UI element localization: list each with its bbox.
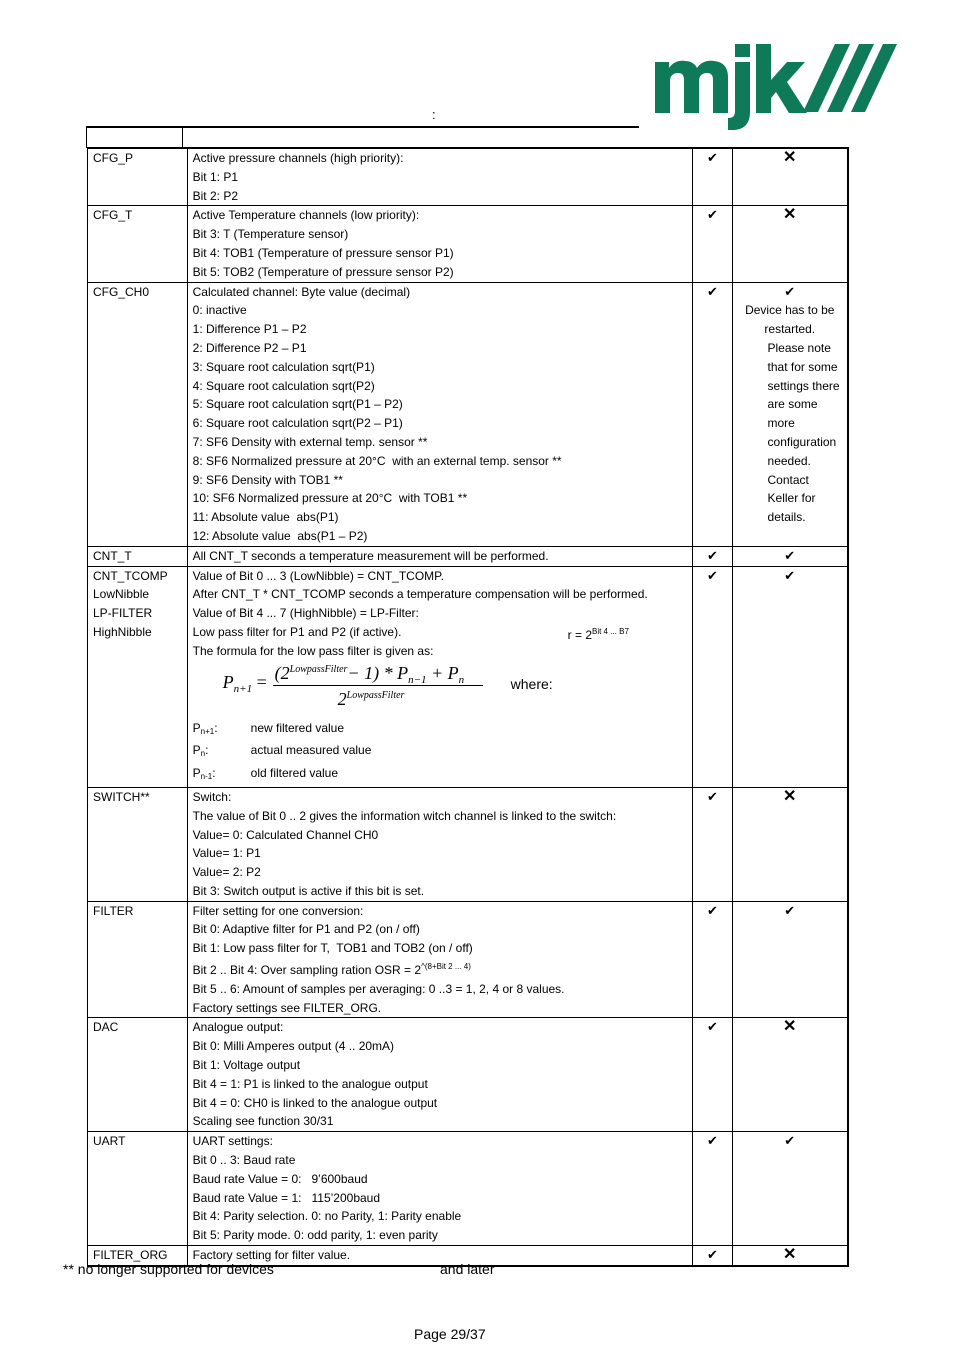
write-note-line: configuration [767,434,837,449]
table-row [88,206,849,282]
formula-lhs [223,673,252,699]
desc-line: 4: Square root calculation sqrt(P2) [192,378,375,393]
write-cell [732,1246,848,1266]
def-sub: n+1 [200,726,215,736]
check-icon: ✔ [707,283,718,299]
desc-line: 7: SF6 Density with external temp. sensor ** [192,434,428,449]
desc-line: The value of Bit 0 .. 2 gives the information witch channel is linked to the switch: [192,808,617,823]
def-key [193,741,251,764]
formula-part: 2 [337,688,347,709]
footnote-later: and later [440,1261,495,1277]
register-name-cell [88,901,188,1018]
write-cell [732,282,848,546]
desc-line: Active Temperature channels (low priority): [192,208,420,223]
cross-icon: ✕ [783,149,797,166]
lp-filter-line [193,623,693,642]
def-colon: : [212,766,216,781]
check-icon: ✔ [707,547,718,563]
formula-p: P [222,671,234,692]
register-desc-cell [187,148,693,206]
osr-line [193,958,693,980]
register-name: CNT_T [93,548,132,563]
read-cell [693,1132,732,1246]
def-sub: n [200,749,206,759]
table-row [88,148,849,206]
desc-line: Bit 4 = 1: P1 is linked to the analogue output [192,1076,428,1091]
def-key [193,719,251,742]
register-name: UART [93,1134,126,1149]
desc-line: Bit 0 .. 3: Baud rate [192,1153,296,1168]
write-cell [732,787,848,901]
register-name: CNT_TCOMP [93,568,168,583]
write-note-line: more [767,416,795,431]
register-name: LowNibble [93,587,150,602]
header-stub-mid [182,127,183,148]
header-colon: : [432,107,436,122]
formula-denominator [338,687,405,709]
desc-line: Value= 2: P2 [192,865,261,880]
def-value: actual measured value [250,743,372,758]
def-p: P [192,766,201,781]
formula-part: (2 [274,662,290,683]
check-icon: ✔ [707,788,718,804]
formula-part: LowpassFilter [346,689,405,701]
desc-line: Value of Bit 4 ... 7 (HighNibble) = LP-Filter: [192,606,419,621]
desc-line: Bit 0: Milli Amperes output (4 .. 20mA) [192,1039,395,1054]
def-sub: n-1 [200,772,213,782]
check-icon: ✔ [784,902,796,918]
register-name-cell [88,1132,188,1246]
desc-line: 6: Square root calculation sqrt(P2 – P1) [192,416,403,431]
read-cell [693,282,732,546]
cross-icon: ✕ [783,1246,797,1264]
formula-intro: The formula for the low pass filter is given as: [192,643,434,658]
header-rule [86,126,639,128]
write-cell [732,566,848,787]
register-desc-cell [187,1018,693,1132]
register-name: LP-FILTER [93,606,153,621]
desc-line: Baud rate Value = 1: 115’200baud [192,1190,381,1205]
page-number: Page 29/37 [414,1326,486,1342]
r-exponent: Bit 4 ... B7 [592,626,629,636]
read-cell [693,1246,732,1266]
register-name: CFG_P [93,151,134,165]
write-note-line: needed. [767,453,811,468]
desc-line: Bit 1: P1 [192,169,238,184]
desc-line: Bit 4: Parity selection. 0: no Parity, 1: Parity enable [192,1209,462,1224]
desc-line: Bit 4: TOB1 (Temperature of pressure sensor P1) [192,245,454,260]
footnote [63,1261,495,1277]
def-p: P [192,720,201,735]
check-icon: ✔ [707,207,718,223]
def-value: new filtered value [250,720,345,735]
write-note-line: Device has to be [745,303,835,318]
write-note-line: settings there [767,378,840,393]
desc-line: 8: SF6 Normalized pressure at 20°C with an external temp. sensor ** [192,453,562,468]
read-cell [693,901,732,1018]
desc-line: Active pressure channels (high priority): [192,151,404,165]
desc-line: 10: SF6 Normalized pressure at 20°C with TOB1 ** [192,491,468,506]
register-name-cell [88,148,188,206]
write-note-line: Keller for [767,491,816,506]
desc-line: Value of Bit 0 ... 3 (LowNibble) = CNT_TCOMP. [192,568,444,583]
register-desc-cell [187,1132,693,1246]
def-p: P [192,743,201,758]
desc-line: Bit 2: P2 [192,188,238,203]
logo-text: mjk [655,40,657,41]
desc-line: 9: SF6 Density with TOB1 ** [192,472,343,487]
write-note-line: are some [767,397,818,412]
check-icon: ✔ [784,283,796,299]
desc-line: Bit 5: TOB2 (Temperature of pressure sensor P2) [192,264,454,279]
table-row [88,1132,849,1246]
formula-part: + P [426,662,459,683]
def-colon: : [205,743,209,758]
register-name: CFG_CH0 [93,284,150,299]
register-name: FILTER [93,903,134,918]
formula-where: where: [510,675,553,692]
desc-line: All CNT_T seconds a temperature measurement will be performed. [192,548,549,563]
register-name-cell [88,282,188,546]
register-desc-cell [187,546,693,566]
write-note-line: Contact [767,472,809,487]
table-row [88,282,849,546]
desc-line: Factory setting for filter value. [192,1248,351,1263]
check-icon: ✔ [707,1247,718,1263]
register-desc-cell [187,566,693,787]
formula-part: LowpassFilter [289,663,348,675]
read-cell [693,787,732,901]
register-name: SWITCH** [93,789,150,804]
check-icon: ✔ [707,150,718,165]
desc-line: After CNT_T * CNT_TCOMP seconds a temperature compensation will be performed. [192,587,648,602]
def-colon: : [214,720,218,735]
write-cell [732,546,848,566]
read-cell [693,1018,732,1132]
write-note-line: Please note [767,340,831,355]
formula-p-sub: n+1 [233,682,253,695]
formula-part: n−1 [408,673,427,686]
register-table [87,147,849,1267]
desc-line: 5: Square root calculation sqrt(P1 – P2) [192,397,403,412]
read-cell [693,206,732,282]
write-note-line: that for some [767,359,838,374]
check-icon: ✔ [784,1133,796,1149]
register-desc-cell [187,206,693,282]
desc-line: 1: Difference P1 – P2 [192,322,307,337]
write-cell [732,1018,848,1132]
check-icon: ✔ [707,1019,718,1035]
desc-line: Calculated channel: Byte value (decimal) [192,284,411,299]
write-note-line: restarted. [764,322,816,337]
desc-line: Bit 5 .. 6: Amount of samples per averaging: 0 ..3 = 1, 2, 4 or 8 values. [192,981,565,996]
desc-line: Scaling see function 30/31 [192,1114,334,1129]
read-cell [693,148,732,206]
fraction-bar [273,685,483,686]
register-desc-cell [187,901,693,1018]
register-name-cell [88,1018,188,1132]
desc-line: 12: Absolute value abs(P1 – P2) [192,528,368,543]
desc-line: Bit 1: Voltage output [192,1058,301,1073]
table-row [88,787,849,901]
r-value [568,623,629,645]
register-name: HighNibble [93,624,152,639]
formula-definition [193,764,693,787]
formula-definition [193,719,693,742]
check-icon: ✔ [707,567,718,583]
lp-desc: Low pass filter for P1 and P2 (if active). [192,624,402,639]
cross-icon: ✕ [783,206,797,224]
desc-line: Bit 3: T (Temperature sensor) [192,227,349,242]
desc-line: 11: Absolute value abs(P1) [192,510,339,525]
desc-line: Bit 3: Switch output is active if this bit is set. [192,883,425,898]
desc-line: UART settings: [192,1134,273,1149]
check-icon: ✔ [784,547,796,563]
desc-line: 0: inactive [192,303,247,318]
table-row [88,546,849,566]
register-name: DAC [93,1020,119,1035]
table-row [88,566,849,787]
footnote-text: ** no longer supported for devices [63,1261,274,1277]
lowpass-formula [193,661,693,719]
mjk-logo [655,40,897,132]
table-row [88,1018,849,1132]
osr-text: Bit 2 .. Bit 4: Over sampling ration OSR = 2 [192,963,422,978]
cross-icon: ✕ [783,1018,797,1036]
desc-line: Analogue output: [192,1020,284,1035]
read-cell [693,546,732,566]
check-icon: ✔ [707,902,718,918]
desc-line: Factory settings see FILTER_ORG. [192,1000,382,1015]
formula-definition [193,741,693,764]
write-cell [732,148,848,206]
desc-line: Bit 5: Parity mode. 0: odd parity, 1: even parity [192,1228,438,1243]
formula-part: − 1) * P [347,662,409,683]
desc-line: Baud rate Value = 0: 9’600baud [192,1171,368,1186]
osr-exponent: ^(8+Bit 2 ... 4) [421,962,471,972]
register-name-cell [88,206,188,282]
def-key [193,764,251,787]
formula-eq: = [256,671,267,692]
desc-line: Bit 4 = 0: CH0 is linked to the analogue output [192,1095,438,1110]
check-icon: ✔ [707,1133,718,1149]
formula-part: n [458,673,465,686]
table-row [88,901,849,1018]
desc-line: Bit 0: Adaptive filter for P1 and P2 (on / off) [192,922,420,937]
r-base: r = 2 [567,627,592,642]
register-name-cell [88,546,188,566]
register-name-cell [88,787,188,901]
desc-line: 2: Difference P2 – P1 [192,340,307,355]
register-name: CFG_T [93,208,133,223]
register-desc-cell [187,787,693,901]
cross-icon: ✕ [783,787,797,805]
desc-line: 3: Square root calculation sqrt(P1) [192,359,375,374]
write-cell [732,206,848,282]
desc-line: Bit 1: Low pass filter for T, TOB1 and TOB2 (on / off) [192,941,473,956]
register-name-cell [88,566,188,787]
desc-line: Value= 0: Calculated Channel CH0 [192,827,379,842]
header-stub-left [86,127,87,148]
desc-line: Switch: [192,789,232,804]
write-cell [732,1132,848,1246]
register-name: FILTER_ORG [93,1248,168,1263]
desc-line: Value= 1: P1 [192,846,261,861]
check-icon: ✔ [784,567,796,583]
write-note-line: details. [767,510,806,525]
read-cell [693,566,732,787]
def-value: old filtered value [250,766,339,781]
desc-line: Filter setting for one conversion: [192,903,364,918]
write-cell [732,901,848,1018]
register-desc-cell [187,282,693,546]
